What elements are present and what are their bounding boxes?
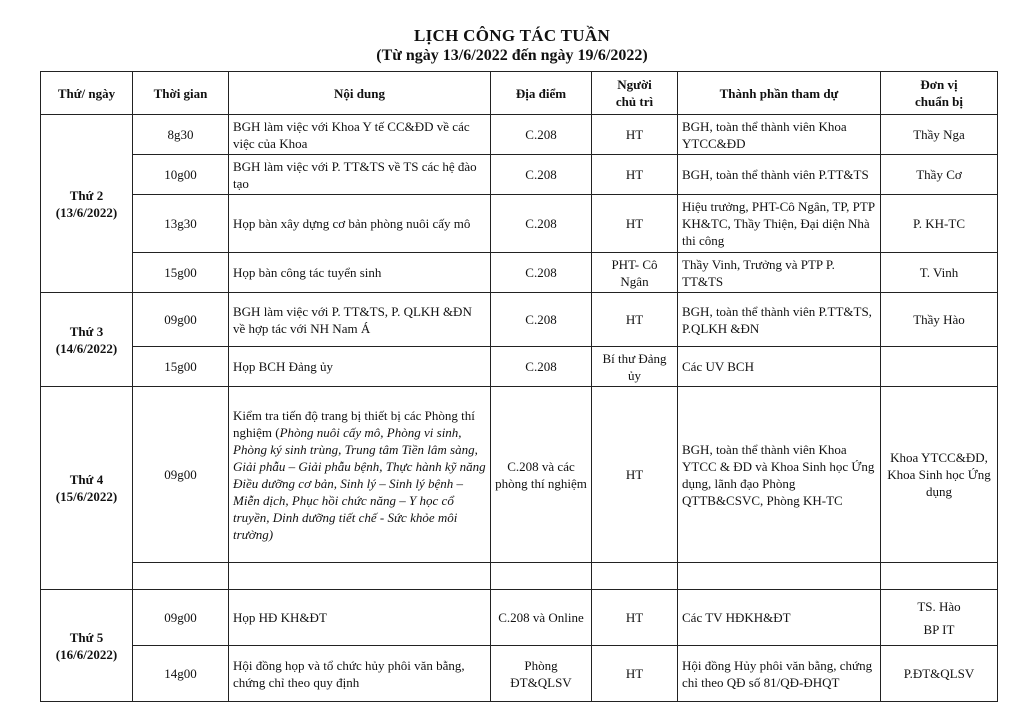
- host-cell: HT: [592, 195, 678, 253]
- empty-cell: [678, 563, 881, 590]
- table-row: [41, 387, 998, 563]
- content-cell: Họp BCH Đảng ủy: [229, 347, 491, 387]
- header-prep-line2: chuẩn bị: [914, 94, 964, 109]
- empty-cell: [592, 563, 678, 590]
- day-date: (15/6/2022): [55, 489, 118, 504]
- header-attendees: Thành phần tham dự: [678, 72, 881, 115]
- day-date: (16/6/2022): [55, 646, 118, 662]
- prep-cell: T. Vinh: [881, 253, 998, 293]
- day-date: (13/6/2022): [55, 204, 118, 220]
- prep-cell: Khoa YTCC&ĐD, Khoa Sinh học Ứng dụng: [881, 387, 998, 563]
- attendees-cell: Các TV HĐKH&ĐT: [678, 590, 881, 646]
- day-cell-thursday: [41, 590, 133, 702]
- table-row: [41, 195, 998, 253]
- header-prep: [881, 72, 998, 115]
- header-time: Thời gian: [133, 72, 229, 115]
- content-cell: BGH làm việc với P. TT&TS, P. QLKH &ĐN về hợp tác với NH Nam Á: [229, 293, 491, 347]
- attendees-cell: Các UV BCH: [678, 347, 881, 387]
- day-date: (14/6/2022): [55, 340, 118, 356]
- empty-cell: [881, 563, 998, 590]
- host-cell: HT: [592, 115, 678, 155]
- time-cell: 10g00: [133, 155, 229, 195]
- place-cell: Phòng ĐT&QLSV: [491, 646, 592, 702]
- place-cell: C.208 và các phòng thí nghiệm: [491, 387, 592, 563]
- table-row: [41, 115, 998, 155]
- header-host-line2: chủ trì: [615, 94, 654, 109]
- content-cell: BGH làm việc với P. TT&TS về TS các hệ đào tạo: [229, 155, 491, 195]
- content-cell: Họp HĐ KH&ĐT: [229, 590, 491, 646]
- table-row: [41, 590, 998, 646]
- time-cell: 09g00: [133, 387, 229, 563]
- table-row: [41, 347, 998, 387]
- header-row: [41, 72, 998, 115]
- place-cell: C.208: [491, 195, 592, 253]
- prep-cell: P. KH-TC: [881, 195, 998, 253]
- prep-cell: [881, 347, 998, 387]
- table-row-empty: [41, 563, 998, 590]
- day-cell-wednesday: [41, 387, 133, 590]
- content-cell: Họp bàn công tác tuyển sinh: [229, 253, 491, 293]
- place-cell: C.208: [491, 253, 592, 293]
- prep-cell: Thầy Hào: [881, 293, 998, 347]
- attendees-cell: BGH, toàn thể thành viên P.TT&TS, P.QLKH &ĐN: [678, 293, 881, 347]
- content-cell: [229, 387, 491, 563]
- prep-cell: [881, 590, 998, 646]
- prep-cell: Thầy Nga: [881, 115, 998, 155]
- host-cell: HT: [592, 646, 678, 702]
- header-content: Nội dung: [229, 72, 491, 115]
- table-row: [41, 253, 998, 293]
- document-subtitle: (Từ ngày 13/6/2022 đến ngày 19/6/2022): [376, 47, 648, 64]
- content-cell: Hội đồng họp và tổ chức hủy phôi văn bằng, chứng chỉ theo quy định: [229, 646, 491, 702]
- time-cell: 09g00: [133, 590, 229, 646]
- host-cell: PHT- Cô Ngân: [592, 253, 678, 293]
- empty-cell: [133, 563, 229, 590]
- attendees-cell: BGH, toàn thể thành viên Khoa YTCC & ĐD và Khoa Sinh học Ứng dụng, lãnh đạo Phòng QTTB&CSVC, Phòng KH-TC: [678, 387, 881, 563]
- schedule-table: [40, 71, 998, 702]
- table-row: [41, 646, 998, 702]
- prep-line2: BP IT: [923, 621, 955, 637]
- day-cell-tuesday: [41, 293, 133, 387]
- day-name: Thứ 5: [69, 629, 104, 645]
- attendees-cell: Hội đồng Hủy phôi văn bằng, chứng chỉ theo QĐ số 81/QĐ-ĐHQT: [678, 646, 881, 702]
- header-prep-line1: Đơn vị: [920, 77, 958, 92]
- day-cell-monday: [41, 115, 133, 293]
- day-name: Thứ 2: [69, 187, 104, 203]
- place-cell: C.208 và Online: [491, 590, 592, 646]
- time-cell: 09g00: [133, 293, 229, 347]
- attendees-cell: Thầy Vinh, Trưởng và PTP P. TT&TS: [678, 253, 881, 293]
- content-cell: BGH làm việc với Khoa Y tế CC&ĐD về các việc của Khoa: [229, 115, 491, 155]
- document-title: LỊCH CÔNG TÁC TUẦN: [413, 26, 611, 45]
- day-name: Thứ 4: [69, 472, 104, 487]
- host-cell: HT: [592, 387, 678, 563]
- time-cell: 8g30: [133, 115, 229, 155]
- header-day: Thứ/ ngày: [41, 72, 133, 115]
- host-cell: HT: [592, 590, 678, 646]
- attendees-cell: Hiệu trưởng, PHT-Cô Ngân, TP, PTP KH&TC, Thầy Thiện, Đại diện Nhà thi công: [678, 195, 881, 253]
- host-cell: HT: [592, 155, 678, 195]
- time-cell: 14g00: [133, 646, 229, 702]
- empty-cell: [491, 563, 592, 590]
- place-cell: C.208: [491, 155, 592, 195]
- table-row: [41, 293, 998, 347]
- empty-cell: [229, 563, 491, 590]
- time-cell: 15g00: [133, 347, 229, 387]
- place-cell: C.208: [491, 347, 592, 387]
- content-plain-text: Kiểm tra tiến độ trang bị thiết bị các Phòng thí nghiệm (: [233, 407, 475, 440]
- header-host: [592, 72, 678, 115]
- attendees-cell: BGH, toàn thể thành viên Khoa YTCC&ĐD: [678, 115, 881, 155]
- header-place: Địa điểm: [491, 72, 592, 115]
- prep-line1: TS. Hào: [917, 598, 961, 614]
- header-host-line1: Người: [617, 77, 652, 92]
- host-cell: HT: [592, 293, 678, 347]
- attendees-cell: BGH, toàn thể thành viên P.TT&TS: [678, 155, 881, 195]
- place-cell: C.208: [491, 293, 592, 347]
- host-cell: Bí thư Đảng ủy: [592, 347, 678, 387]
- time-cell: 13g30: [133, 195, 229, 253]
- prep-cell: Thầy Cơ: [881, 155, 998, 195]
- table-row: [41, 155, 998, 195]
- place-cell: C.208: [491, 115, 592, 155]
- content-cell: Họp bàn xây dựng cơ bản phòng nuôi cấy mô: [229, 195, 491, 253]
- content-italic-text: Phòng nuôi cấy mô, Phòng vi sinh, Phòng ký sinh trùng, Trung tâm Tiền lâm sàng, Giải phẫu – Giải phẫu bệnh, Thực hành kỹ năng Điều dưỡng cơ bản, Sinh lý – Sinh lý bệnh – Miễn dịch, Phục hồi chức năng – Y học cổ truyền, Dinh dưỡng tiết chế - Sức khỏe môi trường): [233, 424, 486, 542]
- time-cell: 15g00: [133, 253, 229, 293]
- day-name: Thứ 3: [69, 323, 104, 339]
- prep-cell: P.ĐT&QLSV: [881, 646, 998, 702]
